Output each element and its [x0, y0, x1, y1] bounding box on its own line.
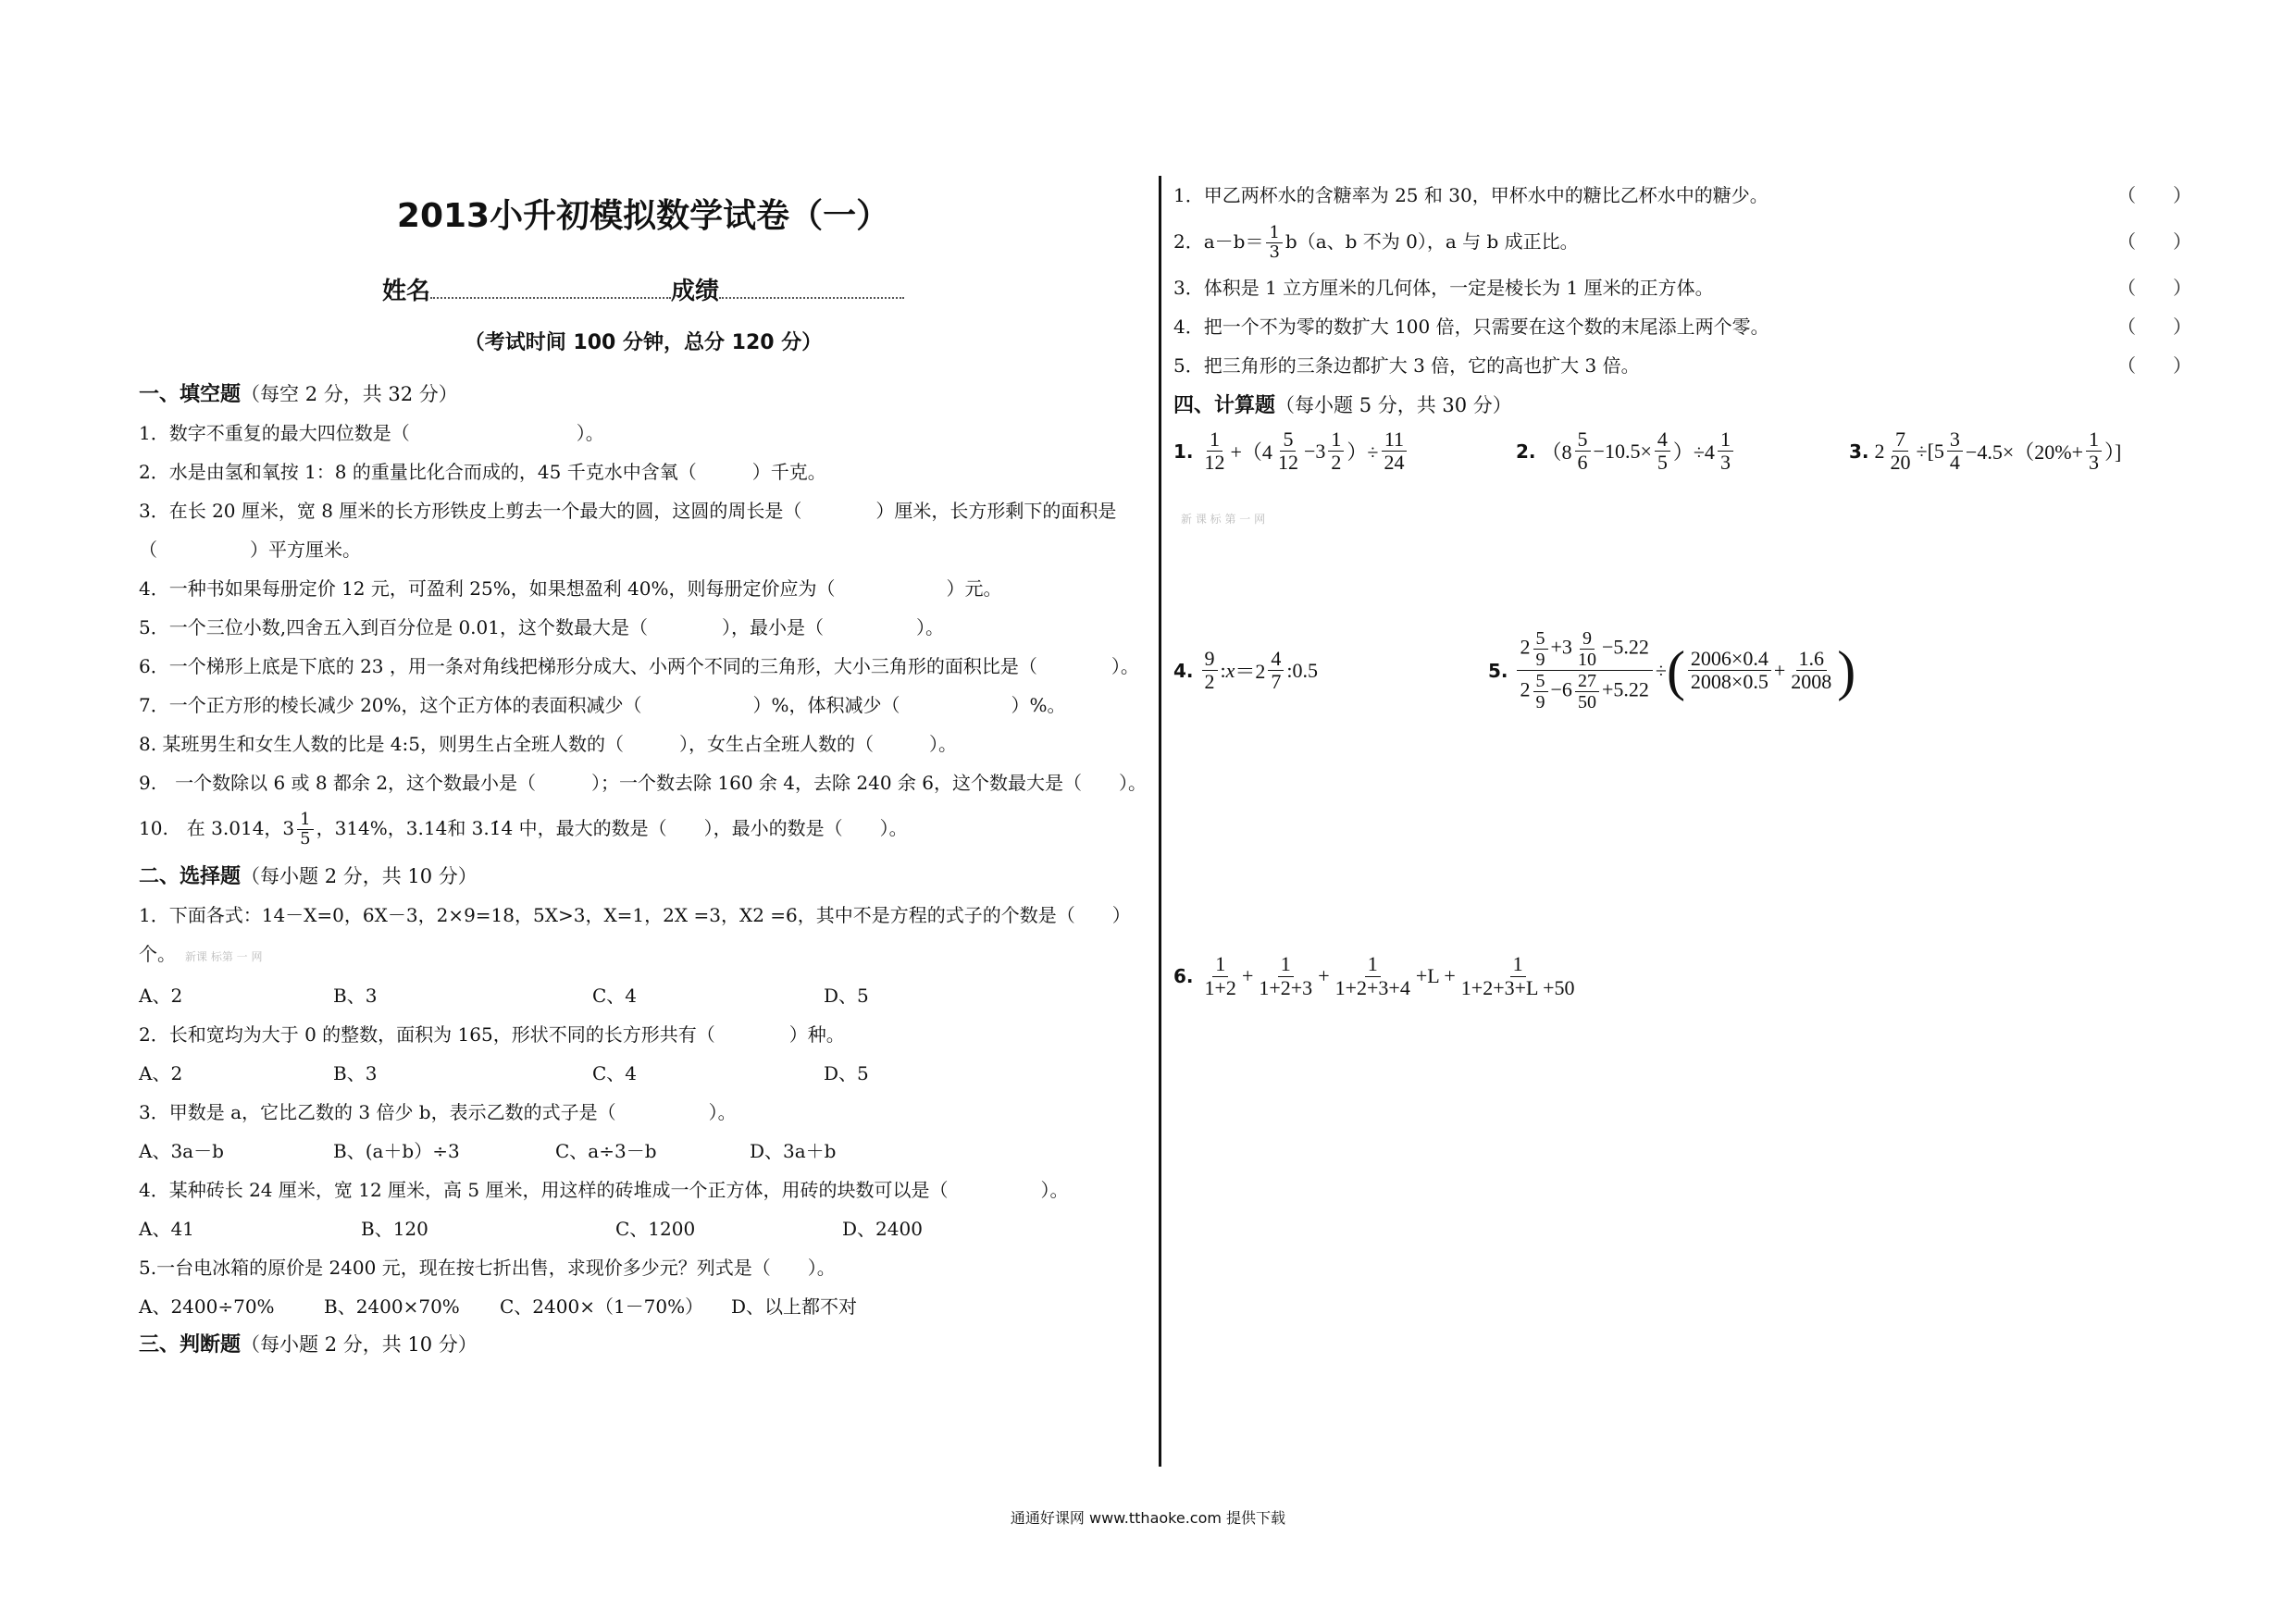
option: C、a÷3－b [555, 1140, 657, 1162]
choice-q1: 1．下面各式：14－X=0，6X－3，2×9=18，5X>3，X=1，2X =3，X2 =6，其中不是方程的式子的个数是（ ） [139, 904, 1131, 926]
choice-q4-options [139, 1209, 1148, 1248]
faint-watermark: 新课 标第 一 网 [185, 950, 263, 963]
name-blank [430, 277, 671, 299]
name-score-row [139, 272, 1148, 306]
calc-problem-4: 4. $\frac{9}{2}$ : x ＝2 $\frac{4}{7}$ :0.5 [1173, 647, 1319, 694]
option: C、4 [592, 1062, 638, 1084]
calc-problem-5: 5. 2 $\frac{5}{9}$ +3 $\frac{9}{10}$ −5.22 2 $\frac{5}{9}$ −6 $\frac{27}{50}$ +5.22 ÷ ( $\frac{2006\times 0.4}{2008\times 0.5}$ + $\frac{1.6}{2008}$ ) [1488, 628, 1856, 713]
fill-q9: 9. 一个数除以 6 或 8 都余 2，这个数最小是（ ）；一个数去除 160 余 4，去除 240 余 6，这个数最大是（ ）。 [139, 772, 1147, 794]
footer-credit: 通通好课网 www.tthaoke.com 提供下载 [1010, 1509, 1286, 1527]
judge-item: 1．甲乙两杯水的含糖率为 25 和 30，甲杯水中的糖比乙杯水中的糖少。 （ ） [1173, 184, 2191, 206]
option: D、以上都不对 [731, 1295, 858, 1318]
left-column [139, 176, 1148, 1364]
choice-q1-tail: 个。 新课 标第 一 网 [139, 943, 263, 965]
fill-q5: 5．一个三位小数,四舍五入到百分位是 0.01，这个数最大是（ ），最小是（ ）。 [139, 616, 944, 638]
fill-section-heading: 一、填空题（每空 2 分，共 32 分） [139, 383, 458, 406]
option: B、3 [333, 1062, 378, 1084]
faint-mark: 新 课 标 第 一 网 [1181, 513, 1266, 527]
option: B、3 [333, 985, 378, 1007]
column-divider [1159, 176, 1161, 1467]
choice-q3-options [139, 1132, 1148, 1171]
time-note: （考试时间 100 分钟，总分 120 分） [464, 331, 823, 354]
fill-q10: 10. 在 3.014，3 $\frac{1}{5}$ ，314%，3.14̇和 3.1̇4̇ 中，最大的数是（ ），最小的数是（ ）。 [139, 810, 908, 849]
option: D、2400 [842, 1218, 923, 1240]
judge-item: 2．a－b＝ $\frac{1}{3}$ b（a、b 不为 0），a 与 b 成正比。 （ ） [1173, 223, 2191, 262]
option: A、2 [139, 985, 183, 1007]
fill-q8: 8. 某班男生和女生人数的比是 4:5，则男生占全班人数的（ ），女生占全班人数的（ ）。 [139, 733, 957, 755]
choice-q3: 3．甲数是 a，它比乙数的 3 倍少 b，表示乙数的式子是（ ）。 [139, 1101, 737, 1123]
option: A、2 [139, 1062, 183, 1084]
calc-row-2 [1173, 628, 2219, 712]
calc-section-heading: 四、计算题（每小题 5 分，共 30 分） [1173, 394, 1512, 417]
fill-q2: 2．水是由氢和氧按 1：8 的重量比化合而成的，45 千克水中含氧（ ）千克。 [139, 461, 826, 483]
option: D、5 [824, 1062, 869, 1084]
option: A、2400÷70% [139, 1295, 275, 1318]
fill-q3: 3．在长 20 厘米，宽 8 厘米的长方形铁皮上剪去一个最大的圆，这圆的周长是（ ）厘米，长方形剩下的面积是（ ）平方厘米。 [139, 500, 1117, 561]
choice-q1-options [139, 976, 1148, 1015]
calc-problem-1: 1. $\frac{1}{12}$ +（4 $\frac{5}{12}$ −3 $\frac{1}{2}$ ）÷ $\frac{11}{24}$ [1173, 428, 1516, 474]
judge-item: 5．把三角形的三条边都扩大 3 倍，它的高也扩大 3 倍。 （ ） [1173, 354, 2191, 377]
score-blank [719, 277, 904, 299]
right-column [1173, 176, 2219, 999]
option: A、41 [139, 1218, 194, 1240]
fill-q1: 1．数字不重复的最大四位数是（ ）。 [139, 422, 604, 444]
judge-section-heading: 三、判断题（每小题 2 分，共 10 分） [139, 1333, 478, 1357]
fill-q6: 6．一个梯形上底是下底的 23 ，用一条对角线把梯形分成大、小两个不同的三角形，大小三角形的面积比是（ ）。 [139, 655, 1139, 677]
option: B、120 [361, 1218, 428, 1240]
option: C、4 [592, 985, 638, 1007]
judge-item: 4．把一个不为零的数扩大 100 倍，只需要在这个数的末尾添上两个零。 （ ） [1173, 316, 2191, 338]
choice-q2-options [139, 1054, 1148, 1093]
choice-q5-options [139, 1287, 1148, 1326]
calc-problem-3: 3. 2 $\frac{7}{20}$ ÷[5 $\frac{3}{4}$ −4.5×（20%+ $\frac{1}{3}$ ）] [1849, 427, 2122, 475]
option: C、2400×（1－70%） [500, 1295, 704, 1318]
calc-problem-2: 2. （8 $\frac{5}{6}$ −10.5× $\frac{4}{5}$ ）÷4 $\frac{1}{3}$ [1516, 428, 1849, 474]
option: A、3a－b [139, 1140, 224, 1162]
option: D、3a＋b [750, 1140, 837, 1162]
calc-row-1 [1173, 428, 2219, 474]
exam-title: 2013小升初模拟数学试卷（一） [396, 197, 890, 235]
score-label: 成绩 [671, 278, 720, 305]
choice-section-heading: 二、选择题（每小题 2 分，共 10 分） [139, 865, 478, 888]
choice-q4: 4．某种砖长 24 厘米，宽 12 厘米，高 5 厘米，用这样的砖堆成一个正方体，用砖的块数可以是（ ）。 [139, 1179, 1069, 1201]
fill-q7: 7．一个正方形的棱长减少 20%，这个正方体的表面积减少（ ）%，体积减少（ ）%。 [139, 694, 1066, 716]
fill-q4: 4．一种书如果每册定价 12 元，可盈利 25%，如果想盈利 40%，则每册定价应为（ ）元。 [139, 577, 1002, 600]
choice-q2: 2．长和宽均为大于 0 的整数，面积为 165，形状不同的长方形共有（ ）种。 [139, 1023, 845, 1046]
option: B、2400×70% [324, 1295, 460, 1318]
choice-q5: 5.一台电冰箱的原价是 2400 元，现在按七折出售，求现价多少元？列式是（ ）。 [139, 1257, 836, 1279]
judge-item: 3．体积是 1 立方厘米的几何体，一定是棱长为 1 厘米的正方体。 （ ） [1173, 277, 2191, 299]
option: B、(a＋b）÷3 [333, 1140, 460, 1162]
option: C、1200 [615, 1218, 696, 1240]
name-label: 姓名 [381, 278, 430, 305]
calc-problem-6: 6. $\frac{1}{1+2}$ + $\frac{1}{1+2+3}$ + $\frac{1}{1+2+3+4}$ +L + $\frac{1}{1+2+3+L +50}$ [1173, 952, 1575, 999]
option: D、5 [824, 985, 869, 1007]
